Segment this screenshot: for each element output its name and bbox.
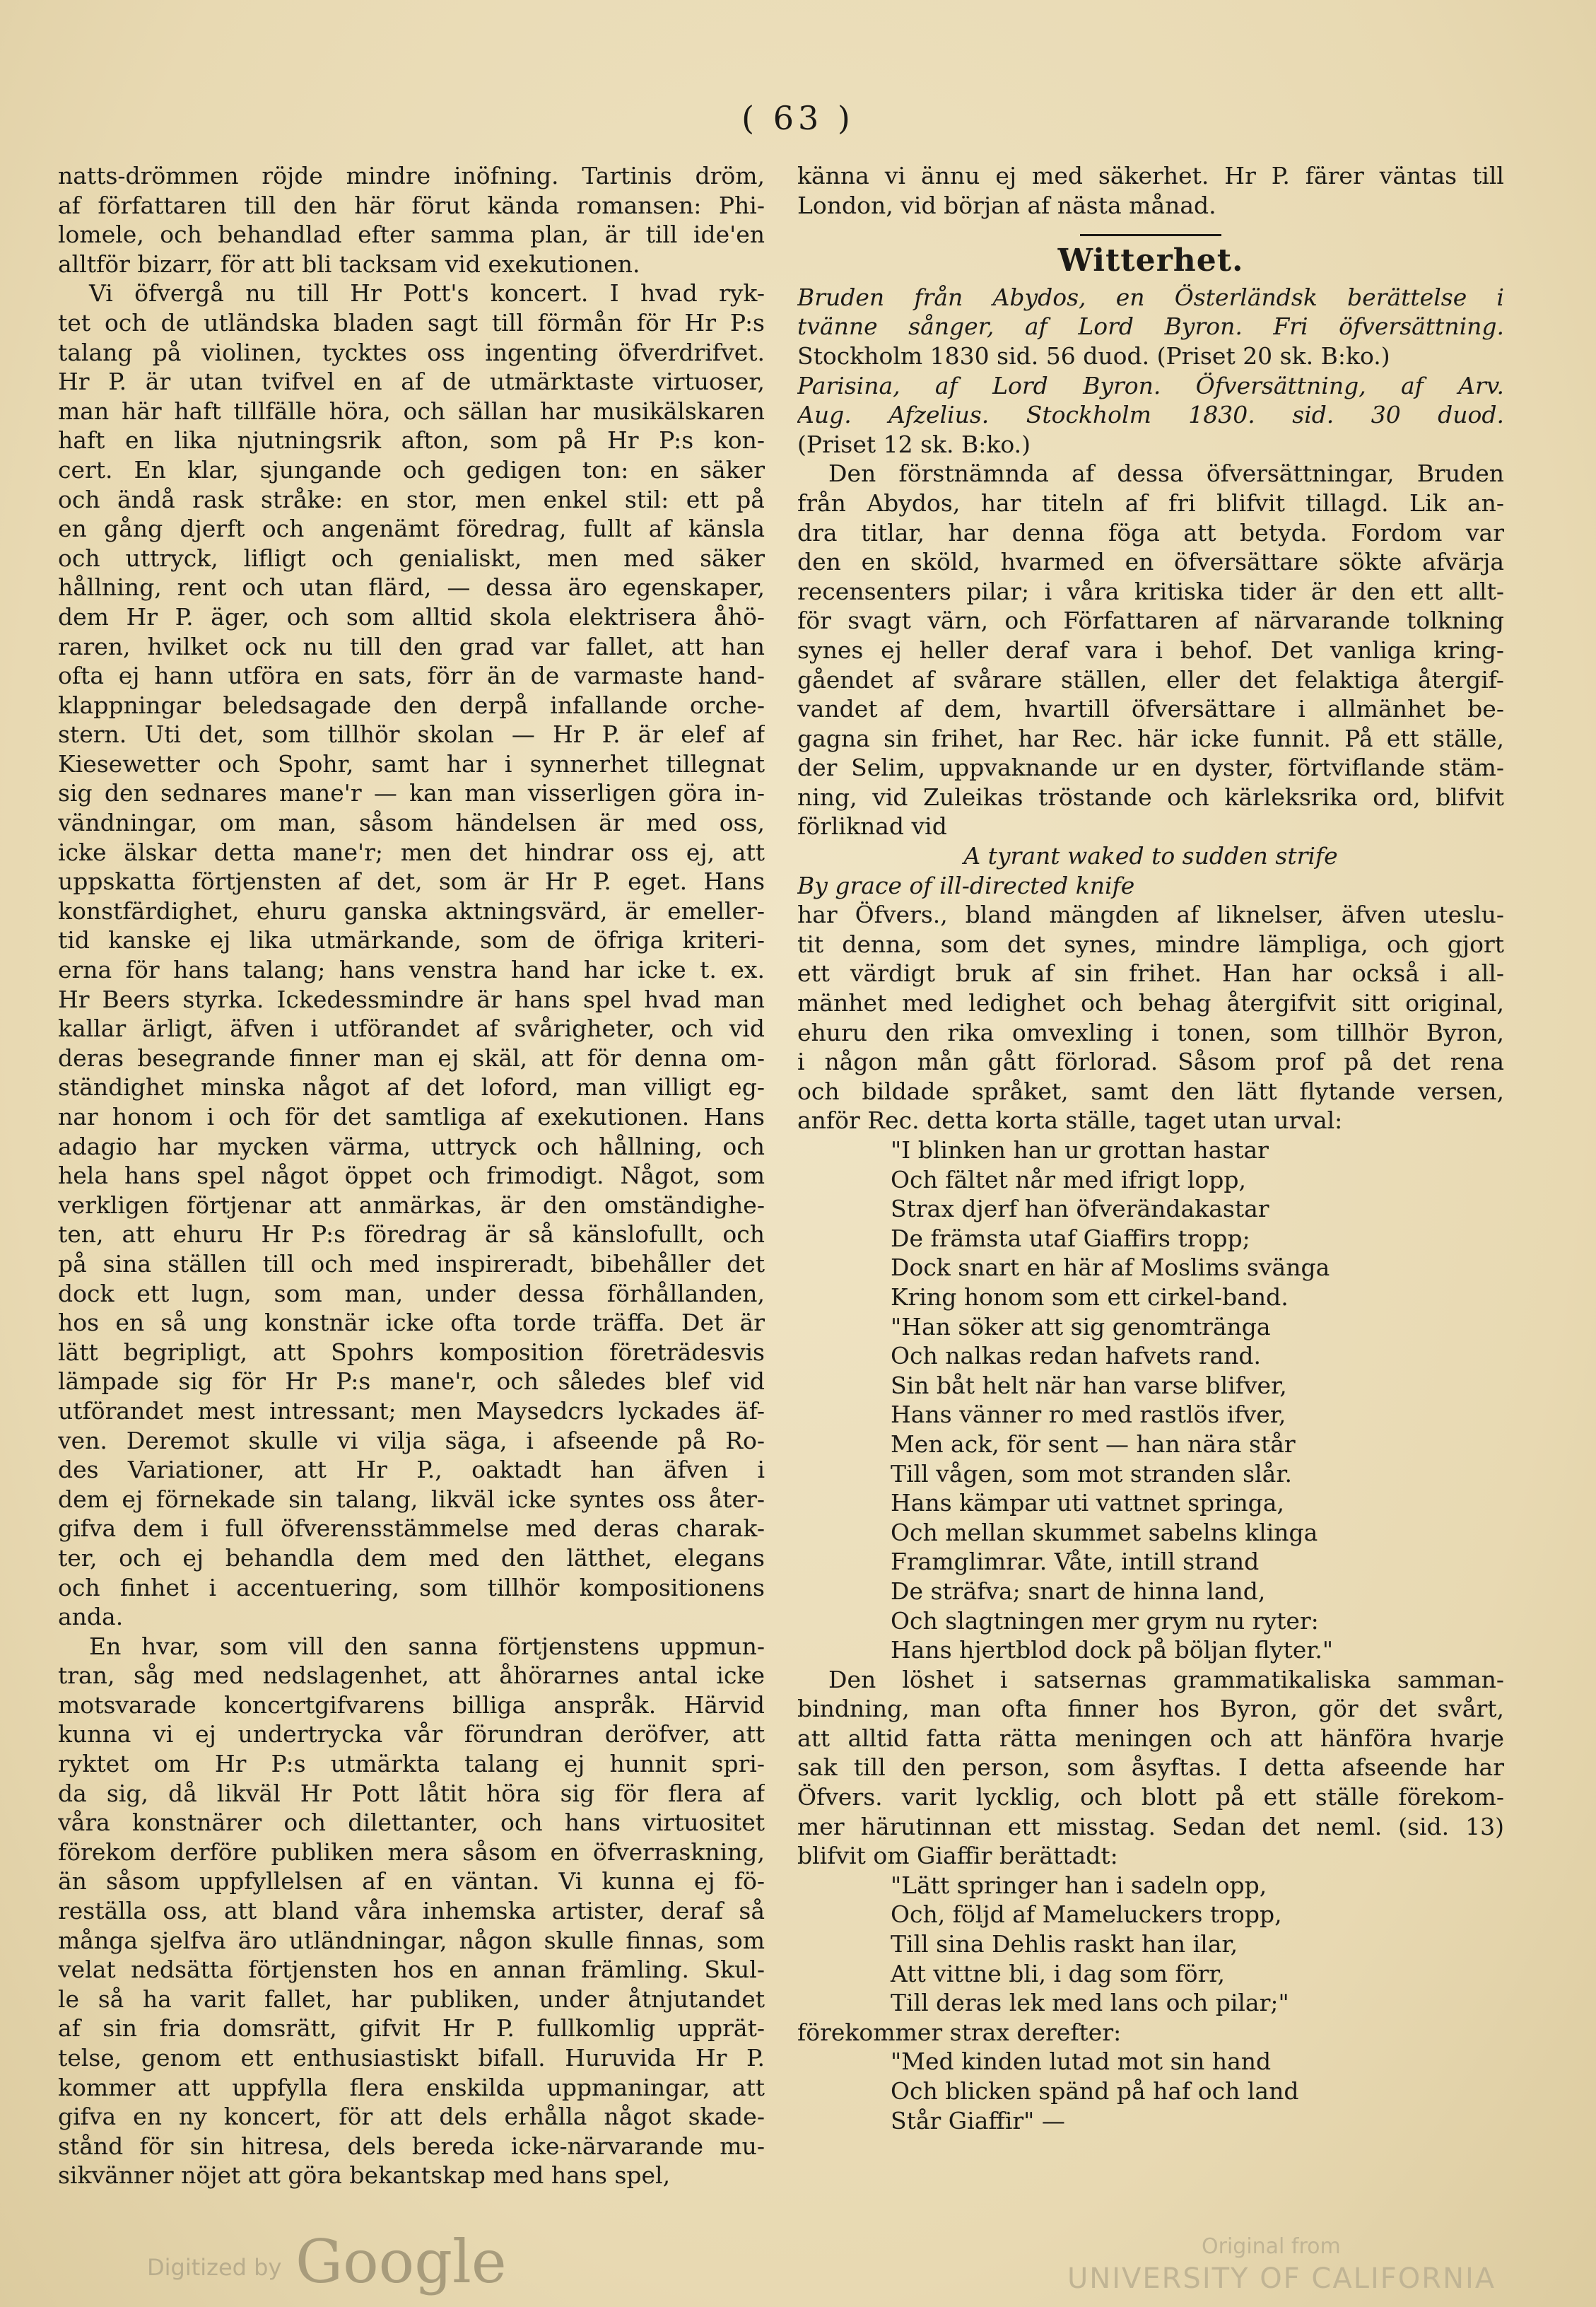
right-column	[797, 161, 1504, 2135]
text-line: der Selim, uppvaknande ur en dyster, förtviflande stäm-	[797, 754, 1504, 782]
left-column	[58, 161, 765, 2190]
text-line: gifva en ny koncert, för att dels erhålla något skade-	[58, 2103, 765, 2131]
poem-line: Dock snart en här af Moslims svänga	[891, 1254, 1330, 1282]
poem-line: Framglimrar. Våte, intill strand	[891, 1548, 1260, 1576]
text-line: telse, genom ett enthusiastiskt bifall. Huruvida Hr P.	[58, 2044, 765, 2072]
poem-line: Men ack, för sent — han nära står	[891, 1430, 1296, 1458]
poem-line: Sin båt helt när han varse blifver,	[891, 1371, 1287, 1399]
text-line: velat nedsätta förtjensten hos en annan främling. Skul-	[58, 1956, 765, 1984]
text-line: för svagt värn, och Författaren af närvarande tolkning	[797, 607, 1504, 635]
quote-line: By grace of ill-directed knife	[797, 871, 1135, 899]
text-line: dem ej förnekade sin talang, likväl icke syntes oss åter-	[58, 1485, 765, 1513]
text-line: förekom derföre publiken mera såsom en öfverraskning,	[58, 1838, 765, 1866]
text-line: hos en så ung konstnär icke ofta torde träffa. Det är	[58, 1309, 765, 1337]
text-line: le så ha varit fallet, har publiken, under åtnjutandet	[58, 1985, 765, 2013]
text-line: erna för hans talang; hans venstra hand har icke t. ex.	[58, 956, 765, 984]
text-line: Den löshet i satsernas grammatikaliska samman-	[828, 1665, 1504, 1693]
text-line: af författaren till den här förut kända romansen: Phi-	[58, 191, 765, 219]
text-line: ten, att ehuru Hr P:s föredrag är så känslofullt, och	[58, 1220, 765, 1249]
poem-line: Hans vänner ro med rastlös ifver,	[891, 1401, 1286, 1429]
section-heading: Witterhet.	[1057, 243, 1244, 279]
text-line: Vi öfvergå nu till Hr Pott's koncert. I hvad ryk-	[89, 279, 765, 308]
text-line: gagna sin frihet, har Rec. här icke funnit. På ett ställe,	[797, 724, 1504, 752]
text-line: på sina ställen till och med inspireradt, bibehåller det	[58, 1249, 765, 1278]
text-line: En hvar, som vill den sanna förtjenstens uppmun-	[89, 1632, 765, 1660]
poem-line: "I blinken han ur grottan hastar	[891, 1136, 1269, 1164]
text-line: deras besegrande finner man ej skäl, att för denna om-	[58, 1044, 765, 1072]
poem-line: "Han söker att sig genomtränga	[891, 1312, 1271, 1341]
poem-line: "Lätt springer han i sadeln opp,	[891, 1871, 1267, 1899]
poem-line: Till sina Dehlis raskt han ilar,	[891, 1930, 1238, 1958]
text-line: Kiesewetter och Spohr, samt har i synnerhet tillegnat	[58, 749, 765, 778]
right-column-continuation	[797, 161, 1504, 220]
text-line: verkligen förtjenar att anmärkas, är den omständighe-	[58, 1191, 765, 1219]
poem-excerpt-3	[797, 2047, 1504, 2135]
text-line: kunna vi ej undertrycka vår förundran deröfver, att	[58, 1720, 765, 1748]
text-line: från Abydos, har titeln af fri blifvit tillagd. Lik an-	[797, 489, 1504, 517]
text-line: ständighet minska något af det loford, man villigt eg-	[58, 1073, 765, 1102]
text-line: da sig, då likväl Hr Pott låtit höra sig för flera af	[58, 1779, 765, 1807]
text-line: anda.	[58, 1603, 124, 1631]
text-line: utförandet mest intressant; men Maysedcrs lyckades äf-	[58, 1396, 765, 1425]
text-line: ning, vid Zuleikas tröstande och kärleksrika ord, blifvit	[797, 783, 1504, 811]
text-line: ofta ej hann utföra en sats, förr än de varmaste hand-	[58, 662, 765, 690]
poem-line: "Med kinden lutad mot sin hand	[891, 2048, 1272, 2076]
text-line: haft en lika njutningsrik afton, som på Hr P:s kon-	[58, 426, 765, 455]
text-line: ehuru den rika omvexling i tonen, som tillhör Byron,	[797, 1018, 1504, 1046]
text-line: vändningar, om man, såsom händelsen är med oss,	[58, 809, 765, 837]
text-line: konstfärdighet, ehuru ganska aktningsvärd, är emeller-	[58, 896, 765, 925]
text-line: man här haft tillfälle höra, och sällan har musikälskaren	[58, 397, 765, 425]
review-paragraph-3	[797, 1665, 1504, 1871]
citation-line: Parisina, af Lord Byron. Öfversättning, af Arv.	[797, 371, 1504, 399]
review-paragraph-2	[797, 900, 1504, 1135]
text-line: tran, såg med nedslagenhet, att åhörarnes antal icke	[58, 1661, 765, 1690]
poem-line: Att vittne bli, i dag som förr,	[891, 1959, 1226, 1987]
university-label: UNIVERSITY OF CALIFORNIA	[1067, 2262, 1496, 2295]
text-line: adagio har mycken värma, uttryck och hållning, och	[58, 1132, 765, 1160]
text-line: dock ett lugn, som man, under dessa förhållanden,	[58, 1279, 765, 1307]
citation-line: tvänne sånger, af Lord Byron. Fri öfversättning.	[797, 313, 1504, 341]
text-line: tet och de utländska bladen sagt till förmån för Hr P:s	[58, 308, 765, 337]
text-line: vandet af dem, hvartill öfversättare i allmänhet be-	[797, 695, 1504, 723]
text-line: och bildade språket, samt den lätt flytande versen,	[797, 1077, 1504, 1105]
text-line: motsvarade koncertgifvarens billiga anspråk. Härvid	[58, 1690, 765, 1719]
review-paragraph-1	[797, 459, 1504, 841]
text-line: i någon mån gått förlorad. Såsom prof på det rena	[797, 1048, 1504, 1076]
text-line: kallar ärligt, äfven i utförandet af svårigheter, och vid	[58, 1015, 765, 1043]
text-line: en gång djerft och angenämt föredrag, fullt af känsla	[58, 515, 765, 543]
poem-line: Hans hjertblod dock på böljan flyter."	[891, 1636, 1334, 1664]
poem-line: Hans kämpar uti vattnet springa,	[891, 1489, 1285, 1517]
text-line: gifva dem i full öfverensstämmelse med deras charak-	[58, 1514, 765, 1543]
text-line: natts-drömmen röjde mindre inöfning. Tartinis dröm,	[58, 162, 765, 189]
poem-line: De främsta utaf Giaffirs tropp;	[891, 1224, 1250, 1252]
text-line: lomele, och behandlad efter samma plan, är till ide'en	[58, 221, 765, 249]
page-number: ( 63 )	[741, 99, 855, 137]
poem-line: De sträfva; snart de hinna land,	[891, 1577, 1266, 1605]
text-line: stånd för sin hitresa, dels bereda icke-närvarande mu-	[58, 2132, 765, 2160]
text-line: anför Rec. detta korta ställe, taget utan urval:	[797, 1106, 1343, 1135]
text-line: ter, och ej behandla dem med den lätthet, elegans	[58, 1543, 765, 1572]
scan-footer	[0, 2227, 1596, 2305]
text-line: Hr P. är utan tvifvel en af de utmärktaste virtuoser,	[58, 368, 765, 396]
google-logo: Google	[295, 2227, 507, 2296]
text-line: raren, hvilket ock nu till den grad var fallet, att han	[58, 632, 765, 660]
text-line: klappningar beledsagade den derpå infallande orche-	[58, 691, 765, 719]
text-line: förliknad vid	[797, 812, 947, 841]
text-line: sikvänner nöjet att göra bekantskap med hans spel,	[58, 2161, 671, 2190]
poem-excerpt-1	[797, 1135, 1504, 1665]
text-line: cert. En klar, sjungande och gedigen ton: en säker	[58, 455, 765, 484]
poem-line: Och mellan skummet sabelns klinga	[891, 1518, 1318, 1546]
poem-line: Och fältet når med ifrigt lopp,	[891, 1165, 1247, 1193]
section-rule	[1080, 234, 1221, 236]
text-line: lätt begripligt, att Spohrs komposition företrädesvis	[58, 1338, 765, 1366]
text-line: mänhet med ledighet och behag återgifvit sitt original,	[797, 989, 1504, 1017]
text-line: uppskatta förtjensten af det, som är Hr P. eget. Hans	[58, 868, 765, 896]
quote-line: A tyrant waked to sudden strife	[963, 842, 1338, 870]
poem-line: Kring honom som ett cirkel-band.	[891, 1283, 1289, 1311]
review-paragraph-4	[797, 2018, 1504, 2048]
text-line: af sin fria domsrätt, gifvit Hr P. fullkomlig upprät-	[58, 2014, 765, 2043]
text-line: dem Hr P. äger, och som alltid skola elektrisera åhö-	[58, 602, 765, 631]
text-line: recensenters pilar; i våra kritiska tider är den ett allt-	[797, 577, 1504, 605]
poem-line: Till vågen, som mot stranden slår.	[891, 1459, 1292, 1488]
review-citations	[797, 283, 1504, 460]
text-line: synes ej heller deraf vara i behof. Det vanliga kring-	[797, 636, 1504, 664]
text-line: tit denna, som det synes, mindre lämpliga, och gjort	[797, 930, 1504, 958]
text-line: och uttryck, lifligt och genialiskt, men med säker	[58, 544, 765, 572]
text-line: och ändå rask stråke: en stor, men enkel stil: ett på	[58, 485, 765, 513]
poem-line: Står Giaffir" —	[891, 2106, 1065, 2134]
poem-line: Och, följd af Mameluckers tropp,	[891, 1900, 1282, 1929]
text-line: sak till den person, som åsyftas. I detta afseende har	[797, 1753, 1504, 1782]
citation-line: (Priset 12 sk. B:ko.)	[797, 430, 1031, 458]
text-line: många sjelfva äro utländningar, någon skulle finnas, som	[58, 1926, 765, 1954]
text-line: hela hans spel något öppet och frimodigt. Något, som	[58, 1162, 765, 1190]
text-line: London, vid början af nästa månad.	[797, 191, 1216, 219]
poem-line: Och nalkas redan hafvets rand.	[891, 1342, 1262, 1370]
text-line: ven. Deremot skulle vi vilja säga, i afseende på Ro-	[58, 1426, 765, 1454]
text-line: förekommer strax derefter:	[797, 2018, 1122, 2046]
text-line: talang på violinen, tycktes oss ingenting öfverdrifvet.	[58, 338, 765, 366]
citation-line: Bruden från Abydos, en Österländsk berättelse i	[797, 283, 1504, 311]
text-line: Den förstnämnda af dessa öfversättningar, Bruden	[828, 460, 1504, 488]
text-line: den en sköld, hvarmed en öfversättare sökte afvärja	[797, 548, 1504, 576]
poem-line: Strax djerf han öfverändakastar	[891, 1195, 1269, 1223]
text-line: stern. Uti det, som tillhör skolan — Hr P. är elef af	[58, 720, 765, 749]
text-line: alltför bizarr, för att bli tacksam vid exekutionen.	[58, 250, 640, 278]
original-from-label: Original from	[1202, 2234, 1341, 2259]
text-line: sig den sednares mane'r — kan man visserligen göra in-	[58, 779, 765, 807]
poem-line: Och slagtningen mer grym nu ryter:	[891, 1606, 1319, 1635]
text-line: hållning, rent och utan flärd, — dessa äro egenskaper,	[58, 573, 765, 602]
text-line: Hr Beers styrka. Ickedessmindre är hans spel hvad man	[58, 985, 765, 1013]
poem-line: Till deras lek med lans och pilar;"	[891, 1989, 1289, 2017]
text-line: kommer att uppfylla flera enskilda uppmaningar, att	[58, 2073, 765, 2101]
text-line: reställa oss, att bland våra inhemska artister, deraf så	[58, 1897, 765, 1925]
text-line: lämpade sig för Hr P:s mane'r, och således blef vid	[58, 1367, 765, 1396]
text-line: ett värdigt bruk af sin frihet. Han har också i all-	[797, 959, 1504, 988]
text-line: känna vi ännu ej med säkerhet. Hr P. färer väntas till	[797, 162, 1504, 189]
text-line: har Öfvers., bland mängden af liknelser, äfven uteslu-	[797, 901, 1504, 929]
citation-line: Stockholm 1830 sid. 56 duod. (Priset 20 sk. B:ko.)	[797, 341, 1390, 370]
text-line: våra konstnärer och dilettanter, och hans virtuositet	[58, 1809, 765, 1837]
poem-line: Och blicken spänd på haf och land	[891, 2077, 1299, 2105]
text-line: än såsom uppfyllelsen af en väntan. Vi kunna ej fö-	[58, 1867, 765, 1896]
citation-line: Aug. Afzelius. Stockholm 1830. sid. 30 duod.	[797, 401, 1504, 429]
digitized-by-label: Digitized by	[147, 2254, 282, 2281]
text-line: bindning, man ofta finner hos Byron, gör det svårt,	[797, 1695, 1504, 1723]
text-line: ryktet om Hr P:s utmärkta talang ej hunnit spri-	[58, 1750, 765, 1778]
text-line: des Variationer, att Hr P., oaktadt han äfven i	[58, 1456, 765, 1484]
text-line: icke älskar detta mane'r; men det hindrar oss ej, att	[58, 838, 765, 866]
text-line: dra titlar, har denna föga att betyda. Fordom var	[797, 518, 1504, 547]
text-line: mer härutinnan ett misstag. Sedan det neml. (sid. 13)	[797, 1812, 1504, 1840]
text-line: Öfvers. varit lycklig, och blott på ett ställe förekom-	[797, 1783, 1504, 1811]
text-line: blifvit om Giaffir berättadt:	[797, 1842, 1118, 1870]
text-line: gåendet af svårare ställen, eller det felaktiga återgif-	[797, 665, 1504, 694]
text-line: tid kanske ej lika utmärkande, som de öfriga kriteri-	[58, 926, 765, 954]
english-quote	[797, 841, 1504, 900]
text-line: nar honom i och för det samtliga af exekutionen. Hans	[58, 1103, 765, 1131]
text-line: och finhet i accentuering, som tillhör kompositionens	[58, 1573, 765, 1601]
poem-excerpt-2	[797, 1871, 1504, 2018]
text-line: att alltid fatta rätta meningen och att hänföra hvarje	[797, 1724, 1504, 1752]
